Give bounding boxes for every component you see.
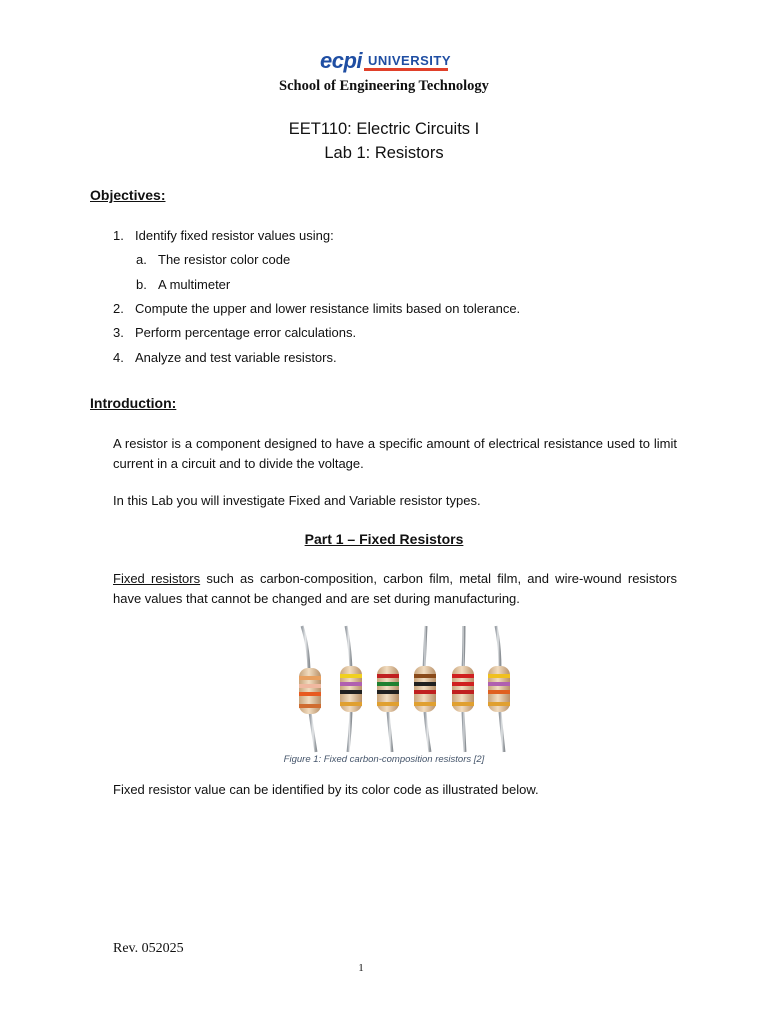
introduction-paragraph: In this Lab you will investigate Fixed and Variable resistor types. (113, 493, 481, 508)
course-title: EET110: Electric Circuits I (288, 120, 480, 138)
objective-subitem: a. The resistor color code (136, 252, 291, 267)
lab-title: Lab 1: Resistors (324, 144, 444, 162)
revision-label: Rev. 052025 (113, 941, 184, 956)
school-name: School of Engineering Technology (279, 78, 489, 94)
fixed-resistors-link[interactable]: Fixed resistors (113, 571, 201, 586)
figure-caption: Figure 1: Fixed carbon-composition resistors [2] (283, 754, 485, 765)
fixed-resistors-paragraph: Fixed resistors such as carbon-composition, carbon film, metal film, and wire-wound resistors have values that cannot be changed and are set during manufacturing. (113, 571, 677, 606)
logo-underline (364, 68, 448, 71)
resistors-photo (288, 624, 520, 754)
introduction-heading: Introduction: (90, 395, 177, 411)
ecpi-university-logo (320, 50, 450, 74)
page-number: 1 (358, 962, 364, 974)
objective-item: 1. Identify fixed resistor values using: (113, 228, 334, 243)
objectives-heading: Objectives: (90, 187, 166, 203)
resistor (299, 626, 321, 752)
objective-item: 2. Compute the upper and lower resistance limits based on tolerance. (113, 301, 521, 316)
logo-university-label: UNIVERSITY (368, 53, 452, 68)
objective-item: 4. Analyze and test variable resistors. (113, 350, 337, 365)
color-code-paragraph: Fixed resistor value can be identified by its color code as illustrated below. (113, 782, 539, 797)
logo-wordmark: ecpi (320, 48, 363, 73)
objective-subitem: b. A multimeter (136, 277, 231, 292)
part1-title: Part 1 – Fixed Resistors (304, 531, 464, 547)
objective-item: 3. Perform percentage error calculations. (113, 325, 357, 340)
introduction-paragraph: A resistor is a component designed to have a specific amount of electrical resistance used to limit current in a circuit and to divide the voltage. (113, 436, 677, 471)
